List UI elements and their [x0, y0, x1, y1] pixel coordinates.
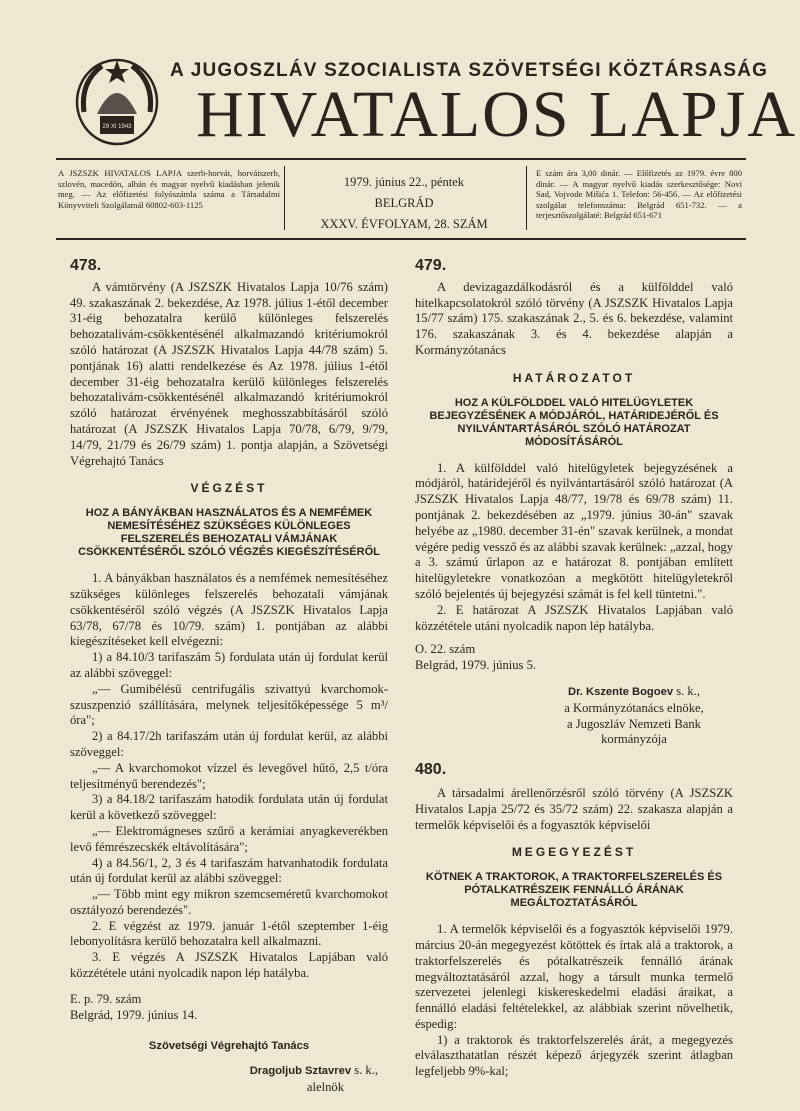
emblem-date: 29 XI 1943 [102, 124, 132, 130]
signatory-suffix: s. k., [673, 683, 700, 698]
act-heading: VÉGZÉST [190, 481, 268, 496]
signing-body: Szövetségi Végrehajtó Tanács [148, 1040, 310, 1053]
place-date: Belgrád, 1979. június 14. [70, 1007, 198, 1022]
act-subheading: HOZ A KÜLFÖLDDEL VALÓ HITELÜGYLETEK BEJEGYZÉSÉNEK A MÓDJÁRÓL, HATÁRIDEJÉRŐL ÉS NYILVÁNTARTÁSÁRÓL SZÓLÓ HATÁROZAT MÓDOSÍTÁSÁRÓL [429, 396, 719, 448]
act-subheading: HOZ A BÁNYÁKBAN HASZNÁLATOS ÉS A NEMFÉMEK NEMESÍTÉSÉHEZ SZÜKSÉGES KÜLÖNLEGES FELSZERELÉS BEHOZATALI VÁMJÁNAK CSÖKKENTÉSÉRŐL SZÓLÓ VÉGZÉS KIEGÉSZÍTÉSÉRŐL [78, 507, 380, 559]
paragraph: 1) a traktorok és traktorfelszerelés árát, a megegyezés elválaszthatatlan részét képező árjegyzék szerint átlagban legfeljebb 9%-kal; [415, 1032, 733, 1079]
paragraph: 1. A külfölddel való hitelügyletek bejegyzésének a módjáról, határidejéről és nyilvántartásáról szóló határozat (A JSZSZK Hivatalos Lapja 48/77, 19/78 és 69/78 szám) 11. pontjának 2. bekezdésében az „1979. június 30-án" szavak helyébe az „1980. december 31-én" szavak kerülnek, a mondat végére pedig vessző és az alábbi szavak kerülnek: „azzal, hogy a 3. számú űrlapon az e határozat 8. pontjában említett hitelügyletekre vonatkozóan a megkötött hitelügyletekről szóló bejelentés új bejegyzési számát is fel kell tüntetni.". [415, 460, 733, 601]
signatory-suffix: s. k., [351, 1063, 378, 1078]
issue-volume: XXXV. ÉVFOLYAM, 28. SZÁM [320, 217, 488, 231]
divider [526, 166, 527, 230]
issue-date: 1979. június 22., péntek [343, 175, 465, 189]
paragraph: 1. A termelők képviselői és a fogyasztók képviselői 1979. március 20-án megegyezést kötöttek és írtak alá a traktorok, a traktorfelszerelés és pótalkatrészeik fennálló árának megváltoztatásáról azzal, hogy a társult munka termelő szervezetei jelenlegi kiskereskedelmi eladási áraikat, a fennálló eladási feltételekkel, az alábbiak szerint növelhetik, éspedig: [415, 922, 733, 1031]
page-title: HIVATALOS LAPJA [196, 78, 798, 151]
act-heading: MEGEGYEZÉST [511, 845, 637, 860]
reference-number: O. 22. szám [415, 642, 476, 657]
act-number: 480. [415, 761, 447, 779]
paragraph: A vámtörvény (A JSZSZK Hivatalos Lapja 10/76 szám) 49. szakaszának 2. bekezdése, Az 1978. július 1-étől december 31-éig behozatalra kerülő különleges felszerelés behozatalivám-csökkentésénél alkalmazandó kritériumokról szóló határozat (A JSZSZK Hivatalos Lapja 44/78 szám) 5. pontjának 16) alatti rendelkezése és Az 1978. július 1-étől december 31-éig behozatalra kerülő különleges felszerelés behozatalivám-csökkentésénél alkalmazandó kritériumokról szóló határozat érvényének meghosszabbításáról szóló határozat (A JSZSZK Hivatalos Lapja 70/78, 6/79, 9/79, 14/79, 21/79 és 26/79 szám) 1. pontja alapján, a Szövetségi Végrehajtó Tanács [70, 279, 388, 468]
signatory-name: Dragoljub Sztavrev [249, 1065, 352, 1078]
issue-info [290, 168, 518, 235]
paragraph: „— Elektromágneses szűrő a kerámiai anyagkeverékben levő fémrészecskék eltávolítására"; [70, 823, 388, 854]
paragraph: 2. E végzést az 1979. január 1-étől szeptember 1-éig lebonyolításra kerülő behozatalra kell alkalmazni. [70, 918, 388, 949]
paragraph: „— Gumibélésű centrifugális szivattyú kvarchomok-szuszpenzió szállítására, melynek teljesítőképessége 5 m³/óra"; [70, 681, 388, 728]
reference-number: E. p. 79. szám [70, 991, 142, 1006]
issue-place: BELGRÁD [374, 196, 434, 210]
left-column [70, 258, 388, 1096]
signatory-title: alelnök [306, 1080, 344, 1095]
state-emblem-icon [72, 52, 162, 150]
paragraph: 2. E határozat A JSZSZK Hivatalos Lapjában való közzététele utáni nyolcadik napon lép hatályba. [415, 602, 733, 633]
paragraph: „— A kvarchomokot vízzel és levegővel hűtő, 2,5 t/óra teljesítményű berendezés"; [70, 760, 388, 791]
right-column [415, 258, 733, 1080]
act-subheading: KÖTNEK A TRAKTOROK, A TRAKTORFELSZERELÉS ÉS PÓTALKATRÉSZEIK FENNÁLLÓ ÁRÁNAK MEGÁLTOZTATÁSÁRÓL [425, 871, 723, 910]
signature [535, 684, 733, 748]
paragraph: 3) a 84.18/2 tarifaszám hatodik fordulata után új fordulat kerül a következő szöveggel: [70, 792, 388, 823]
act-number: 479. [415, 257, 447, 274]
paragraph: „— Több mint egy mikron szemcseméretű kvarchomokot osztályozó berendezés". [70, 887, 388, 917]
signatory-title: kormányzója [601, 732, 667, 747]
paragraph: 1) a 84.10/3 tarifaszám 5) fordulata után új fordulat kerül az alábbi szöveggel: [70, 650, 388, 680]
act-heading: HATÁROZATOT [512, 370, 636, 385]
paragraph: A devizagazdálkodásról és a külfölddel való hitelkapcsolatokról szóló törvény (A JSZSZK Hivatalos Lapja 15/77 szám) 175. szakaszának 2., 5. és 6. bekezdése, valamint 176. szakaszának 3. és 4. bekezdése alapján a Kormányzótanács [415, 279, 733, 357]
publication-info: A JSZSZK HIVATALOS LAPJA szerb-horvát, horvátszerb, szlovén, macedón, albán és magyar nyelvű kiadásban jelenik meg. — Az előfizetési folyószámla száma a Társadalmi Könyvviteli Szolgálatnál 60802-603-1125 [58, 168, 280, 210]
signatory-title: a Kormányzótanács elnöke, [564, 700, 704, 715]
signatory-name: Dr. Kszente Bogoev [567, 685, 674, 698]
place-date: Belgrád, 1979. június 5. [415, 658, 537, 673]
paragraph: 2) a 84.17/2h tarifaszám után új fordulat kerül, az alábbi szöveggel: [70, 729, 388, 759]
supertitle: A JUGOSZLÁV SZOCIALISTA SZÖVETSÉGI KÖZTÁRSASÁG [170, 60, 769, 81]
paragraph: 4) a 84.56/1, 2, 3 és 4 tarifaszám hatvanhatodik fordulata után új fordulat kerül az alábbi szöveggel: [70, 855, 388, 886]
top-rule [56, 158, 746, 160]
paragraph: 3. E végzés A JSZSZK Hivatalos Lapjában való közzététele utáni nyolcadik napon lép hatályba. [70, 950, 388, 981]
signatory-title: a Jugoszláv Nemzeti Bank [567, 716, 701, 731]
act-number: 478. [70, 257, 102, 274]
divider [284, 166, 285, 230]
price-info: E szám ára 3,00 dinár. — Előfizetés az 1979. évre 800 dinár. — A magyar nyelvű kiadás szerkesztősége: Novi Sad, Vojvode Mišića 1. Telefon: 56-456. — Az előfizetési szolgálat telefonszáma: Belgrád 651-732. — a terjesztőszolgálaté: Belgrád 651-671 [536, 168, 742, 220]
paragraph: A társadalmi árellenőrzésről szóló törvény (A JSZSZK Hivatalos Lapja 25/72 és 35/72 szám) 22. szakasza alapján a termelők képviselői és a fogyasztók képviselői [415, 785, 733, 832]
paragraph: 1. A bányákban használatos és a nemfémek nemesítéséhez szükséges különleges felszerelés behozatali vámjának csökkentéséről szóló végzés (A JSZSZK Hivatalos Lapja 63/78, 67/78 és 10/79. szám) 1. pontjában az alábbi kiegészítéseket kell elvégezni: [70, 571, 388, 649]
signature [70, 1063, 388, 1080]
bottom-rule [56, 238, 746, 240]
